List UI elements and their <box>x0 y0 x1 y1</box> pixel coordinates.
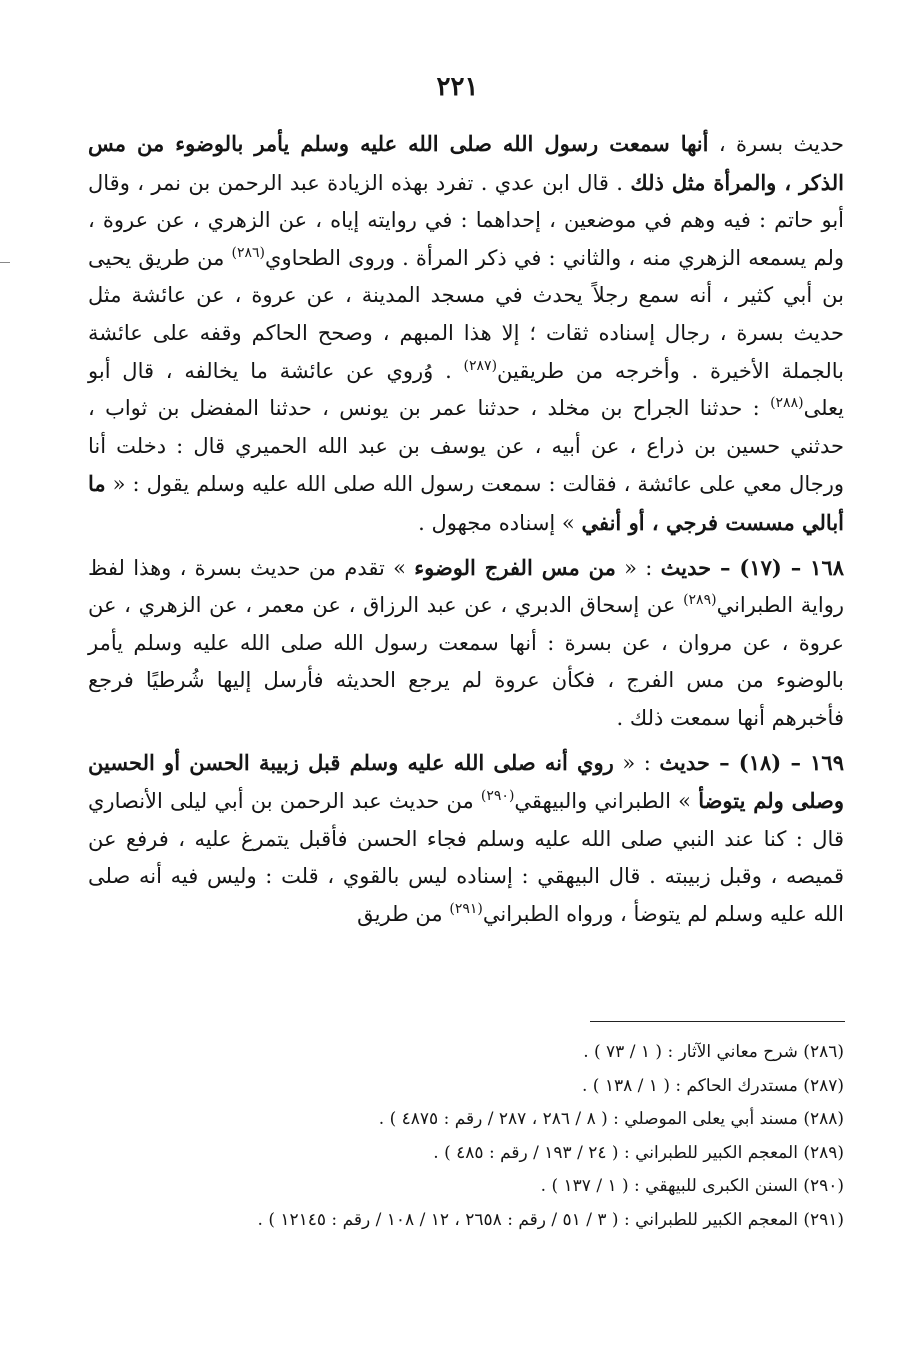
text-run: حديث بسرة ، <box>708 132 844 156</box>
text-run: . وُروي عن عائشة ما يخالفه ، قال أبو يعلى <box>88 358 844 421</box>
text-run: من حديث عبد الرحمن بن أبي ليلى الأنصاري قال : كنا عند النبي صلى الله عليه وسلم فجاء الحسن فأقبل يتمرغ عليه ، فرفع عن قميصه ، وقبل زبيبته . قال البيهقي : إسناده ليس بالقوي ، قلت : وليس فيه أنه صلى الله عليه وسلم لم يتوضأ ، ورواه الطبراني <box>88 789 844 926</box>
footnote-reference[interactable]: (٢٨٦) <box>231 244 266 261</box>
bold-text-run: أنها سمعت رسول الله صلى الله عليه وسلم يأمر بالوضوء من مس الذكر ، والمرأة مثل ذلك <box>88 131 844 195</box>
footnote-288: (٢٨٨) مسند أبي يعلى الموصلي : ( ٨ / ٢٨٦ ، ٢٨٧ / رقم : ٤٨٧٥ ) . <box>378 1109 844 1129</box>
bold-text-run: روي أنه صلى الله عليه وسلم قبل زبيبة الحسن أو الحسين وصلى ولم يتوضأ <box>88 749 844 814</box>
paragraph-continuation <box>88 125 844 543</box>
footnote-reference[interactable]: (٢٨٨) <box>770 395 804 412</box>
bold-text-run: ما أبالي مسست فرجي ، أو أنفي <box>88 471 844 535</box>
text-run: » إسناده مجهول . <box>418 510 582 535</box>
bold-text-run: ١٦٨ – (١٧) – حديث <box>660 554 845 580</box>
main-text <box>88 125 844 933</box>
paragraph-hadith-169 <box>88 744 844 934</box>
text-run: : « <box>613 750 660 775</box>
text-run: : « <box>615 555 661 580</box>
footnote-reference[interactable]: (٢٩١) <box>449 900 483 917</box>
footnote-286: (٢٨٦) شرح معاني الآثار : ( ١ / ٧٣ ) . <box>583 1042 844 1062</box>
text-run: » تقدم من حديث بسرة ، وهذا لفظ رواية الطبراني <box>88 555 844 618</box>
text-run: » الطبراني والبيهقي <box>514 789 699 814</box>
paragraph-hadith-168 <box>88 549 844 738</box>
bold-text-run: ١٦٩ – (١٨) – حديث <box>659 749 844 775</box>
text-run: من طريق <box>357 901 450 926</box>
text-run: : حدثنا الجراح بن مخلد ، حدثنا عمر بن يونس ، حدثنا المفضل بن ثواب ، حدثني حسين بن ذراع ، عن أبيه ، عن يوسف بن عبد الله الحميري قال : دخلت أنا ورجال معي على عائشة ، فقالت : سمعت رسول الله صلى الله عليه وسلم يقول : « <box>88 396 844 497</box>
footnotes-list <box>88 1036 844 1237</box>
footnote-287: (٢٨٧) مستدرك الحاكم : ( ١ / ١٣٨ ) . <box>581 1075 844 1096</box>
footnote-289: (٢٨٩) المعجم الكبير للطبراني : ( ٢٤ / ١٩٣ / رقم : ٤٨٥ ) . <box>433 1142 844 1163</box>
text-run: من طريق يحيى بن أبي كثير ، أنه سمع رجلاً يحدث في مسجد المدينة ، عن عروة ، عن عائشة مثل حديث بسرة ، رجال إسناده ثقات ؛ إلا هذا المبهم ، وصحح الحاكم وقفه على عائشة بالجملة الأخيرة . وأخرجه من طريقين <box>88 245 844 383</box>
text-run: عن إسحاق الدبري ، عن عبد الرزاق ، عن معمر ، عن الزهري ، عن عروة ، عن مروان ، عن بسرة : أنها سمعت رسول الله صلى الله عليه وسلم يأمر بالوضوء من مس الفرج ، فكأن عروة لم يرجع الحديثه فأرسل إليها شُرطيًا فرجع فأخبرهم أنها سمعت ذلك . <box>88 593 844 730</box>
footnote-divider <box>590 1021 845 1022</box>
footnote-291: (٢٩١) المعجم الكبير للطبراني : ( ٣ / ٥١ / رقم : ٢٦٥٨ ، ١٢ / ١٠٨ / رقم : ١٢١٤٥ ) . <box>257 1209 844 1230</box>
footnote-reference[interactable]: (٢٨٧) <box>463 357 498 374</box>
footnote-reference[interactable]: (٢٩٠) <box>480 788 515 805</box>
scan-margin-mark <box>0 262 10 263</box>
text-run: . قال ابن عدي . تفرد بهذه الزيادة عبد الرحمن بن نمر ، وقال أبو حاتم : فيه وهم في موضعين ، إحداهما : في روايته إياه ، عن الزهري ، عن عروة ، ولم يسمعه الزهري منه ، والثاني : في ذكر المرأة . وروى الطحاوي <box>88 170 844 270</box>
footnote-reference[interactable]: (٢٨٩) <box>683 592 717 609</box>
page-number: ٢٢١ <box>436 72 479 102</box>
bold-text-run: من مس الفرج الوضوء <box>414 554 616 580</box>
footnote-290: (٢٩٠) السنن الكبرى للبيهقي : ( ١ / ١٣٧ ) . <box>540 1176 844 1196</box>
